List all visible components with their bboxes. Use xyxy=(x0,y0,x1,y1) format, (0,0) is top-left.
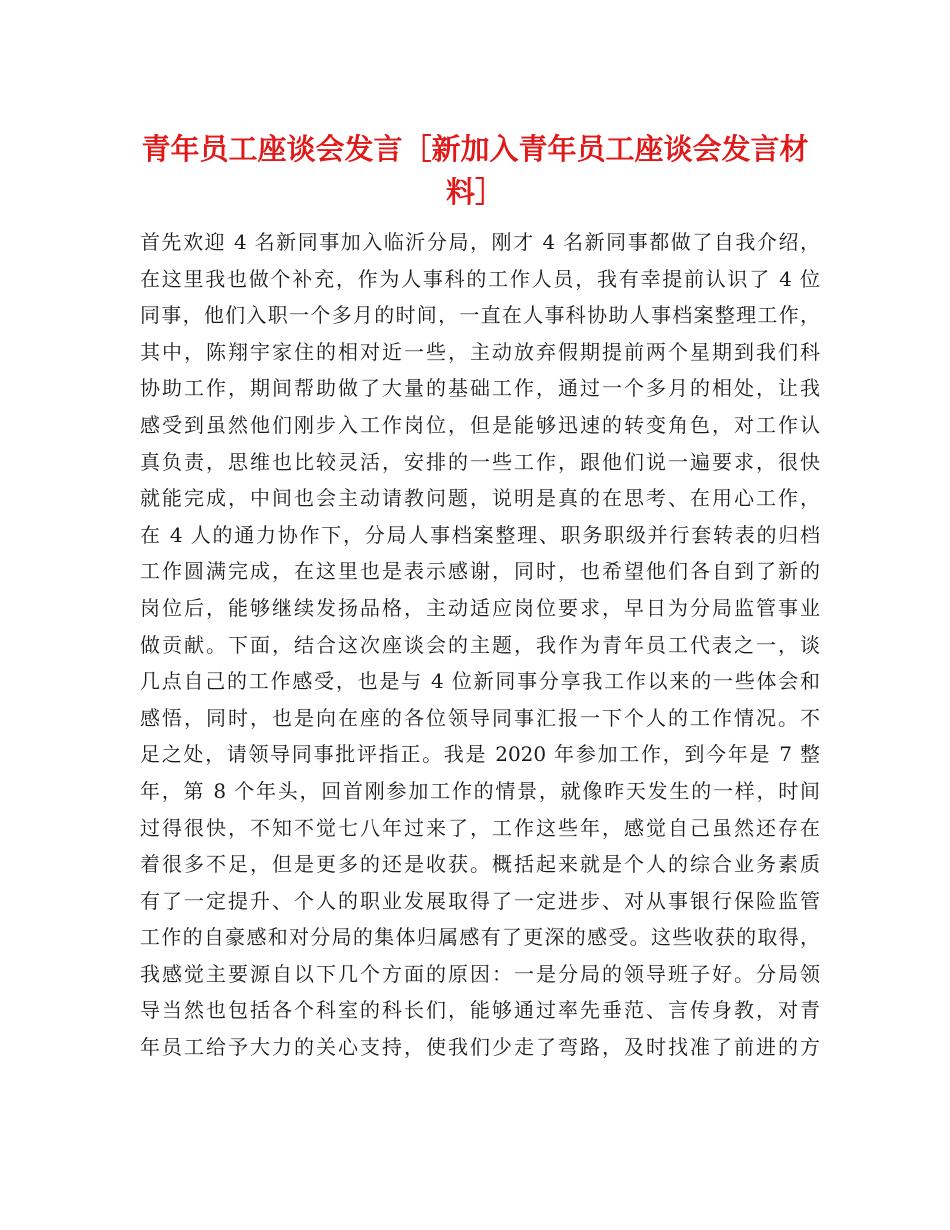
body-line: 工作圆满完成，在这里也是表示感谢，同时，也希望他们各自到了新的 xyxy=(140,559,820,584)
body-line: 工作的自豪感和对分局的集体归属感有了更深的感受。这些收获的取得， xyxy=(140,925,820,950)
body-line: 真负责，思维也比较灵活，安排的一些工作，跟他们说一遍要求，很快 xyxy=(140,449,820,474)
body-line: 其中，陈翔宇家住的相对近一些，主动放弃假期提前两个星期到我们科 xyxy=(140,339,820,364)
body-line: 就能完成，中间也会主动请教问题，说明是真的在思考、在用心工作， xyxy=(140,486,820,511)
body-line: 导当然也包括各个科室的科长们，能够通过率先垂范、言传身教，对青 xyxy=(140,998,820,1023)
body-line: 感受到虽然他们刚步入工作岗位，但是能够迅速的转变角色，对工作认 xyxy=(140,412,820,437)
document-body xyxy=(140,224,820,1066)
body-line: 过得很快，不知不觉七八年过来了，工作这些年，感觉自己虽然还存在 xyxy=(140,815,820,840)
body-line: 岗位后，能够继续发扬品格，主动适应岗位要求，早日为分局监管事业 xyxy=(140,595,820,620)
body-line: 同事，他们入职一个多月的时间，一直在人事科协助人事档案整理工作， xyxy=(140,303,820,328)
body-line: 年，第 8 个年头，回首刚参加工作的情景，就像昨天发生的一样，时间 xyxy=(140,778,820,803)
body-line: 协助工作，期间帮助做了大量的基础工作，通过一个多月的相处，让我 xyxy=(140,376,820,401)
body-line: 我感觉主要源自以下几个方面的原因：一是分局的领导班子好。分局领 xyxy=(140,961,820,986)
body-line: 几点自己的工作感受，也是与 4 位新同事分享我工作以来的一些体会和 xyxy=(140,669,820,694)
body-line: 有了一定提升、个人的职业发展取得了一定进步、对从事银行保险监管 xyxy=(140,888,820,913)
body-line: 在 4 人的通力协作下，分局人事档案整理、职务职级并行套转表的归档 xyxy=(140,522,820,547)
body-line: 做贡献。下面，结合这次座谈会的主题，我作为青年员工代表之一，谈 xyxy=(140,632,820,657)
body-line: 在这里我也做个补充，作为人事科的工作人员，我有幸提前认识了 4 位 xyxy=(140,266,820,291)
body-line: 着很多不足，但是更多的还是收获。概括起来就是个人的综合业务素质 xyxy=(140,852,820,877)
body-line: 感悟，同时，也是向在座的各位领导同事汇报一下个人的工作情况。不 xyxy=(140,705,820,730)
document-title: 青年员工座谈会发言［新加入青年员工座谈会发言材料］ xyxy=(141,132,809,209)
body-line: 足之处，请领导同事批评指正。我是 2020 年参加工作，到今年是 7 整 xyxy=(140,742,820,767)
body-line: 年员工给予大力的关心支持，使我们少走了弯路，及时找准了前进的方 xyxy=(140,1035,820,1060)
body-line: 首先欢迎 4 名新同事加入临沂分局，刚才 4 名新同事都做了自我介绍， xyxy=(140,230,820,254)
